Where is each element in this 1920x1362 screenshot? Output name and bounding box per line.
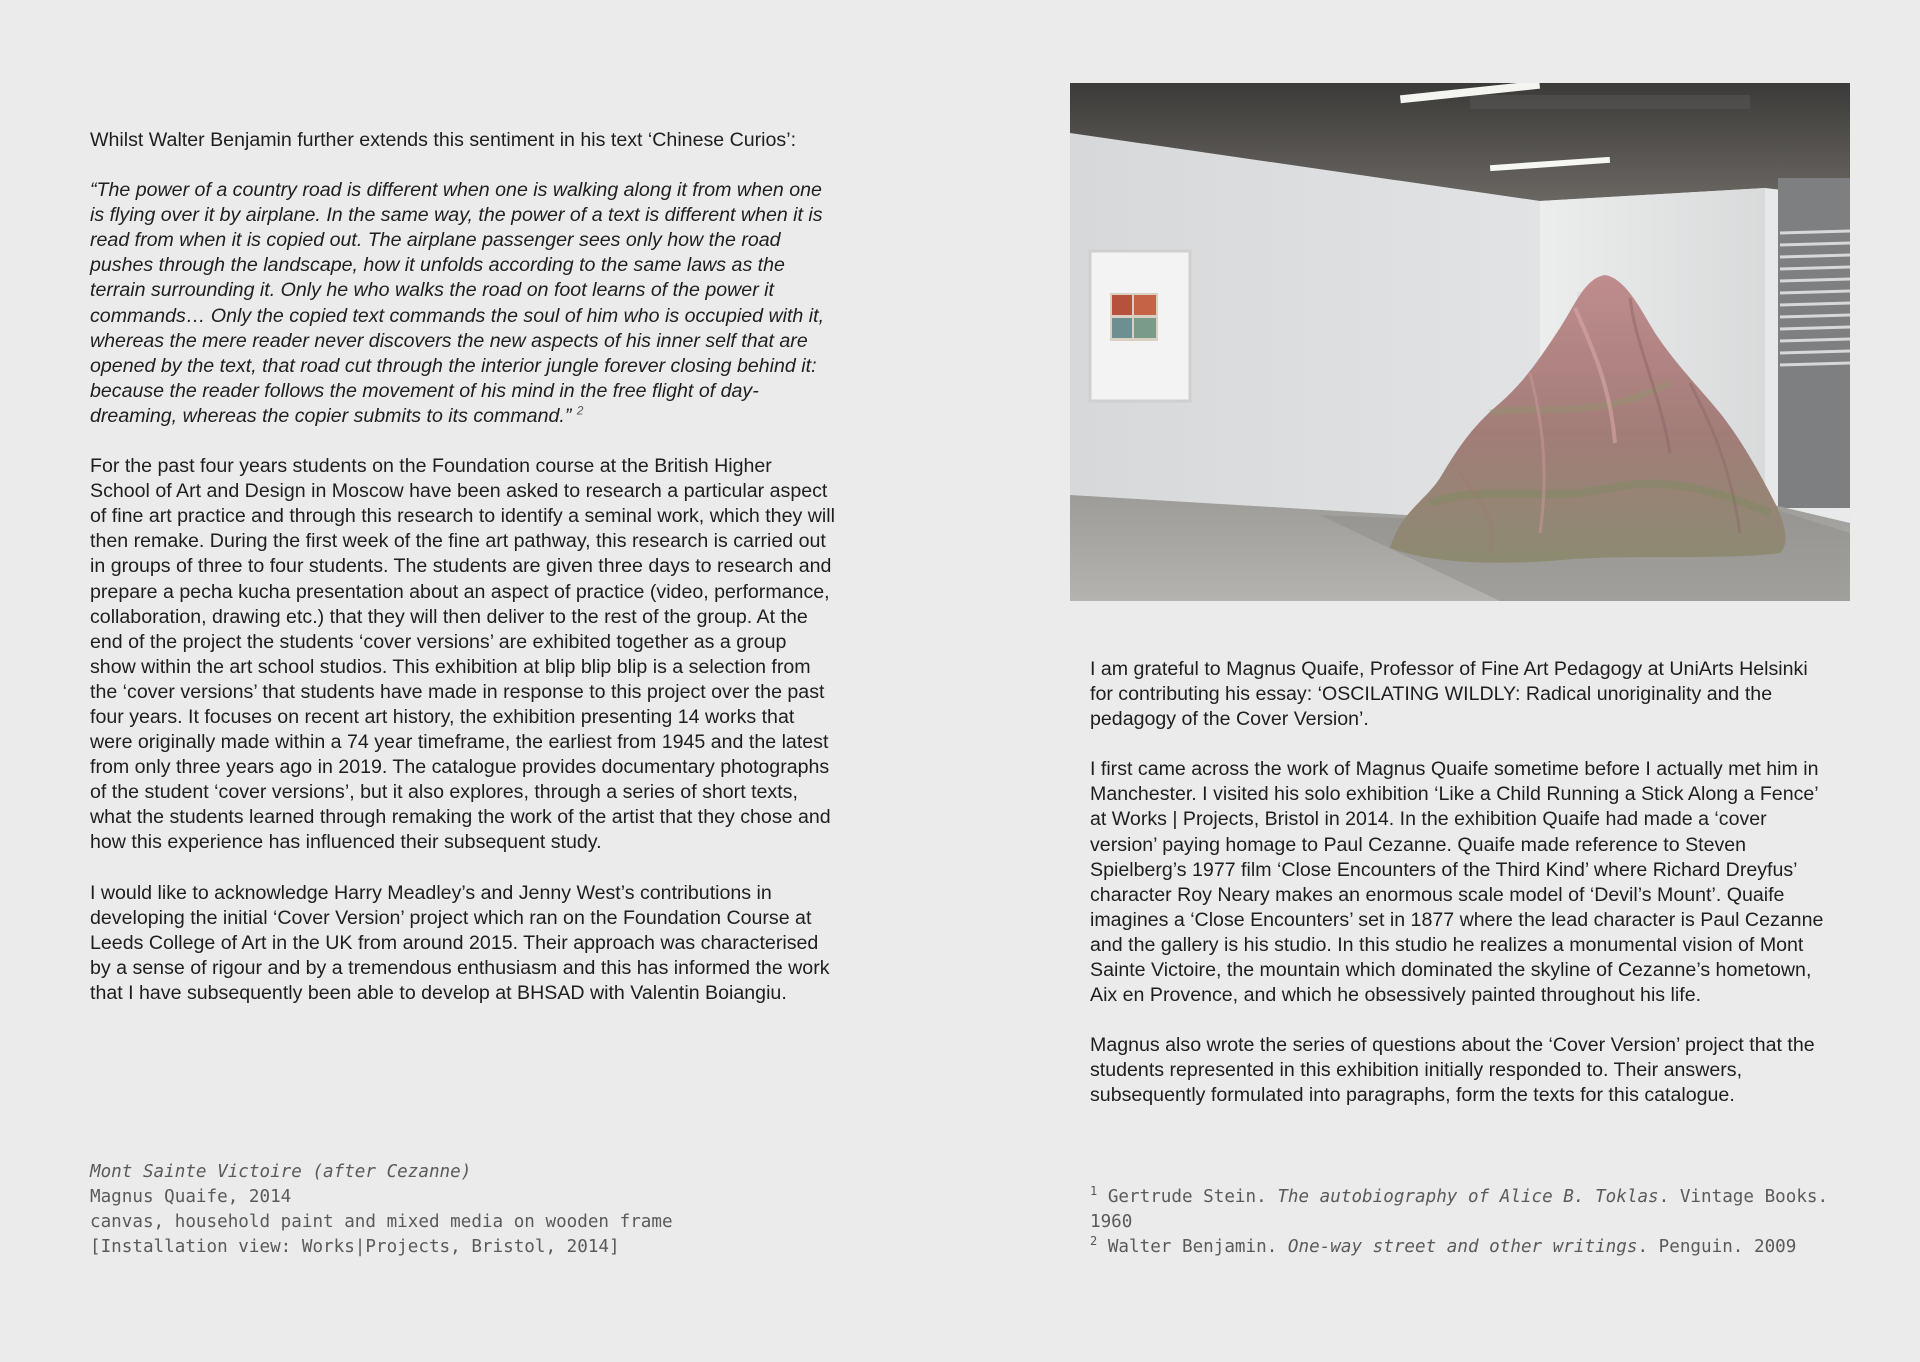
benjamin-quote [90, 178, 835, 429]
footnote-2-number: 2 [1090, 1234, 1098, 1249]
quote-text: “The power of a country road is different when one is walking along it from when one is flying over it by airplane. In the same way, the power of a text is different when it is read from when it is copied out. The airplane passenger sees only how the road pushes through the landscape, how it unfolds according to the same laws as the terrain surrounding it. Only he who walks the road on foot learns of the power it commands… Only the copied text commands the soul of him who is occupied with it, whereas the mere reader never discovers the new aspects of his inner self that are opened by the text, that road cut through the interior jungle forever closing behind it: because the reader follows the movement of his mind in the free flight of day-dreaming, whereas the copier submits to its command.” [90, 179, 825, 427]
caption-title: Mont Sainte Victoire (after Cezanne) [90, 1162, 472, 1182]
installation-photo [1070, 83, 1850, 601]
foundation-course-paragraph: For the past four years students on the Foundation course at the British Higher School of Art and Design in Moscow have been asked to research a particular aspect of fine art practice and through this research to identify a seminal work, which they will then remake. During the first week of the fine art pathway, this research is carried out in groups of three to four students. The students are given three days to research and prepare a pecha kucha presentation about an aspect of practice (video, performance, collaboration, drawing etc.) that they will then deliver to the rest of the group. At the end of the project the students ‘cover versions’ are exhibited together as a group show within the art school studios. This exhibition at blip blip blip is a selection from the ‘cover versions’ that students have made in response to this project over the past four years. It focuses on recent art history, the exhibition presenting 14 works that were originally made within a 74 year timeframe, the earliest from 1945 and the latest from only three years ago in 2019. The catalogue provides documentary photographs of the student ‘cover versions’, but it also explores, through a series of short texts, what the students learned through remaking the work of the artist that they chose and how this experience has influenced their subsequent study. [90, 455, 835, 854]
footnote-2-title: One-way street and other writings [1287, 1237, 1638, 1258]
footnotes [1090, 1185, 1850, 1260]
acknowledgement-paragraph: I would like to acknowledge Harry Meadley’s and Jenny West’s contributions in developing the initial ‘Cover Version’ project which ran on the Foundation Course at Leeds College of Art in the UK from around 2015. Their approach was characterised by a sense of rigour and by a tremendous enthusiasm and this has informed the work that I have subsequently been able to develop at BHSAD with Valentin Boiangiu. [90, 881, 830, 1004]
caption-installation: [Installation view: Works|Projects, Bristol, 2014] [90, 1237, 620, 1258]
footnote-1-rest: . Vintage Books. 1960 [1090, 1187, 1829, 1233]
quote-footnote-marker: 2 [576, 403, 584, 418]
questions-paragraph: Magnus also wrote the series of questions about the ‘Cover Version’ project that the students represented in this exhibition initially responded to. Their answers, subsequently formulated into paragraphs, form the texts for this catalogue. [1090, 1034, 1815, 1107]
footnote-2-rest: . Penguin. 2009 [1637, 1237, 1797, 1258]
footnote-2-author: Walter Benjamin. [1107, 1237, 1288, 1258]
left-column [90, 128, 835, 1031]
footnote-1-author: Gertrude Stein. [1107, 1187, 1278, 1207]
quaife-exhibition-paragraph: I first came across the work of Magnus Quaife sometime before I actually met him in Manchester. I visited his solo exhibition ‘Like a Child Running a Stick Along a Fence’ at Works | Projects, Bristol in 2014. In the exhibition Quaife had made a ‘cover version’ paying homage to Paul Cezanne. Quaife made reference to Steven Spielberg’s 1977 film ‘Close Encounters of the Third Kind’ where Richard Dreyfus’ character Roy Neary makes an enormous scale model of ‘Devil’s Mount’. Quaife imagines a ‘Close Encounters’ set in 1877 where the lead character is Paul Cezanne and the gallery is his studio. In this studio he realizes a monumental vision of Mont Sainte Victoire, the mountain which dominated the skyline of Cezanne’s hometown, Aix en Provence, and which he obsessively painted throughout his life. [1090, 758, 1824, 1007]
artwork-caption [90, 1160, 850, 1260]
intro-paragraph: Whilst Walter Benjamin further extends this sentiment in his text ‘Chinese Curios’: [90, 129, 797, 151]
caption-artist: Magnus Quaife, 2014 [90, 1187, 292, 1208]
footnote-1 [1090, 1185, 1850, 1235]
footnote-2 [1090, 1235, 1850, 1260]
installation-photo-image [1070, 83, 1850, 601]
footnote-1-number: 1 [1090, 1184, 1098, 1199]
gratitude-paragraph: I am grateful to Magnus Quaife, Professor of Fine Art Pedagogy at UniArts Helsinki for contributing his essay: ‘OSCILATING WILDLY: Radical unoriginality and the pedagogy of the Cover Version’. [1090, 658, 1808, 731]
footnote-1-title: The autobiography of Alice B. Toklas [1277, 1187, 1659, 1207]
right-column [1090, 657, 1835, 1134]
caption-medium: canvas, household paint and mixed media on wooden frame [90, 1212, 673, 1233]
